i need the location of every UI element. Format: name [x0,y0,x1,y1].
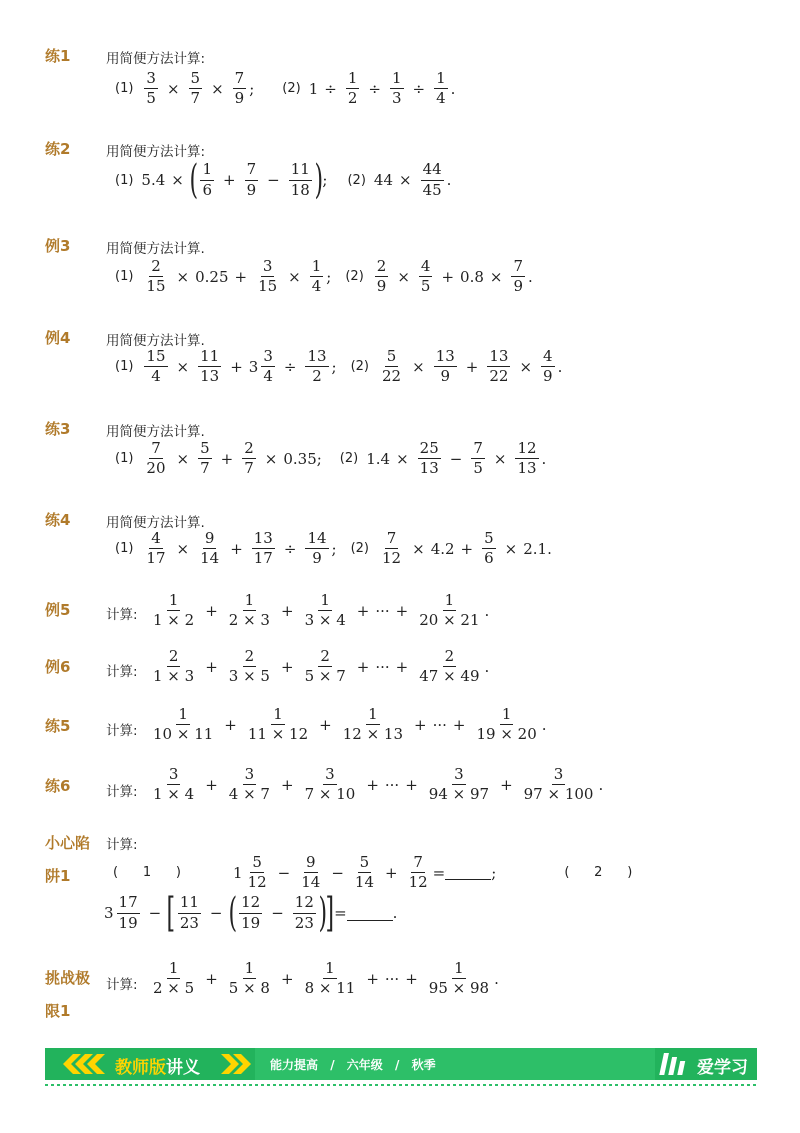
problem-instruction: 计算: [106,977,138,993]
answer-blank[interactable] [347,906,393,921]
problem-instruction: 用简便方法计算. [106,241,205,257]
math-expression: 3 $\frac{17}{19}$ − [ $\frac{11}{23}$ − ( $\frac{12}{19}$ − $\frac{12}{23}$ ) ] = . [104,890,398,936]
footer-title: 教师版讲义 [115,1058,200,1078]
problem-instruction: 计算: [106,837,138,853]
problem-tag: 阱1 [45,867,71,885]
math-expression: (1) $\frac{4}{17}$ × $\frac{9}{14}$ + $\frac{13}{17}$ ÷ $\frac{14}{9}$ ; (2) $\frac{7}{12}$ × 4.2 + $\frac{5}{6}$ × 2.1. [115,529,552,568]
breadcrumb: 能力提高 / 六年级 / 秋季 [270,1058,436,1072]
problem-instruction: 用简便方法计算. [106,515,205,531]
problem-tag: 例4 [45,329,71,347]
problem-tag: 练3 [45,420,71,438]
problem-tag: 限1 [45,1002,71,1020]
math-expression: $\frac{1}{2 \times 5}$ + $\frac{1}{5 \times 8}$ + $\frac{1}{8 \times 11}$ + ··· + $\frac{1}{95 \times 98}$ . [153,959,499,998]
brand-name: 爱学习 [697,1058,748,1078]
problem-tag: 例3 [45,237,71,255]
problem-tag: 练6 [45,777,71,795]
problem-instruction: 用简便方法计算: [106,144,206,160]
problem-tag: 练1 [45,47,71,65]
math-expression: $\frac{1}{1 \times 2}$ + $\frac{1}{2 \times 3}$ + $\frac{1}{3 \times 4}$ + ··· + $\frac{1}{20 \times 21}$ . [153,591,490,630]
math-expression: $\frac{2}{1 \times 3}$ + $\frac{2}{3 \times 5}$ + $\frac{2}{5 \times 7}$ + ··· + $\frac{2}{47 \times 49}$ . [153,647,490,686]
math-expression: (1) $\frac{2}{15}$ × 0.25 + $\frac{3}{15}$ × $\frac{1}{4}$ ; (2) $\frac{2}{9}$ × $\frac{4}{5}$ + 0.8 × $\frac{7}{9}$ . [115,257,533,296]
math-expression: $\frac{1}{10 \times 11}$ + $\frac{1}{11 \times 12}$ + $\frac{1}{12 \times 13}$ + ··· + $\frac{1}{19 \times 20}$ . [153,705,547,744]
math-expression: (1) $\frac{15}{4}$ × $\frac{11}{13}$ + 3 $\frac{3}{4}$ ÷ $\frac{13}{2}$ ; (2) $\frac{5}{22}$ × $\frac{13}{9}$ + $\frac{13}{22}$ × $\frac{4}{9}$ . [115,347,563,386]
problem-tag: 例6 [45,658,71,676]
math-expression: (1) $\frac{3}{5}$ × $\frac{5}{7}$ × $\frac{7}{9}$ ; (2) 1 ÷ $\frac{1}{2}$ ÷ $\frac{1}{3}$ ÷ $\frac{1}{4}$ . [115,69,456,108]
problem-tag: 练5 [45,717,71,735]
problem-instruction: 用简便方法计算. [106,333,205,349]
problem-tag: 练2 [45,140,71,158]
problem-instruction: 计算: [106,723,138,739]
math-expression: (1) $\frac{7}{20}$ × $\frac{5}{7}$ + $\frac{2}{7}$ × 0.35; (2) 1.4 × $\frac{25}{13}$ − $\frac{7}{5}$ × $\frac{12}{13}$ . [115,439,547,478]
problem-instruction: 计算: [106,664,138,680]
math-expression: $\frac{3}{1 \times 4}$ + $\frac{3}{4 \times 7}$ + $\frac{3}{7 \times 10}$ + ··· + $\frac{3}{94 \times 97}$ + $\frac{3}{97 \times 100}$ . [153,765,604,804]
footer-banner [45,1048,757,1084]
math-expression: (1) 5.4 × ( $\frac{1}{6}$ + $\frac{7}{9}$ − $\frac{11}{18}$ ) ; (2) 44 × $\frac{44}{45}$ . [115,157,452,203]
answer-blank[interactable] [445,865,491,880]
problem-instruction: 计算: [106,784,138,800]
math-expression: ( 1 ) 1 $\frac{5}{12}$ − $\frac{9}{14}$ − $\frac{5}{14}$ + $\frac{7}{12}$ = ; ( 2 ) [113,853,633,892]
problem-tag: 挑战极 [45,969,91,987]
problem-instruction: 用简便方法计算. [106,424,205,440]
problem-tag: 例5 [45,601,71,619]
problem-instruction: 用简便方法计算: [106,51,206,67]
problem-tag: 练4 [45,511,71,529]
problem-tag: 小心陷 [45,834,91,852]
problem-instruction: 计算: [106,607,138,623]
